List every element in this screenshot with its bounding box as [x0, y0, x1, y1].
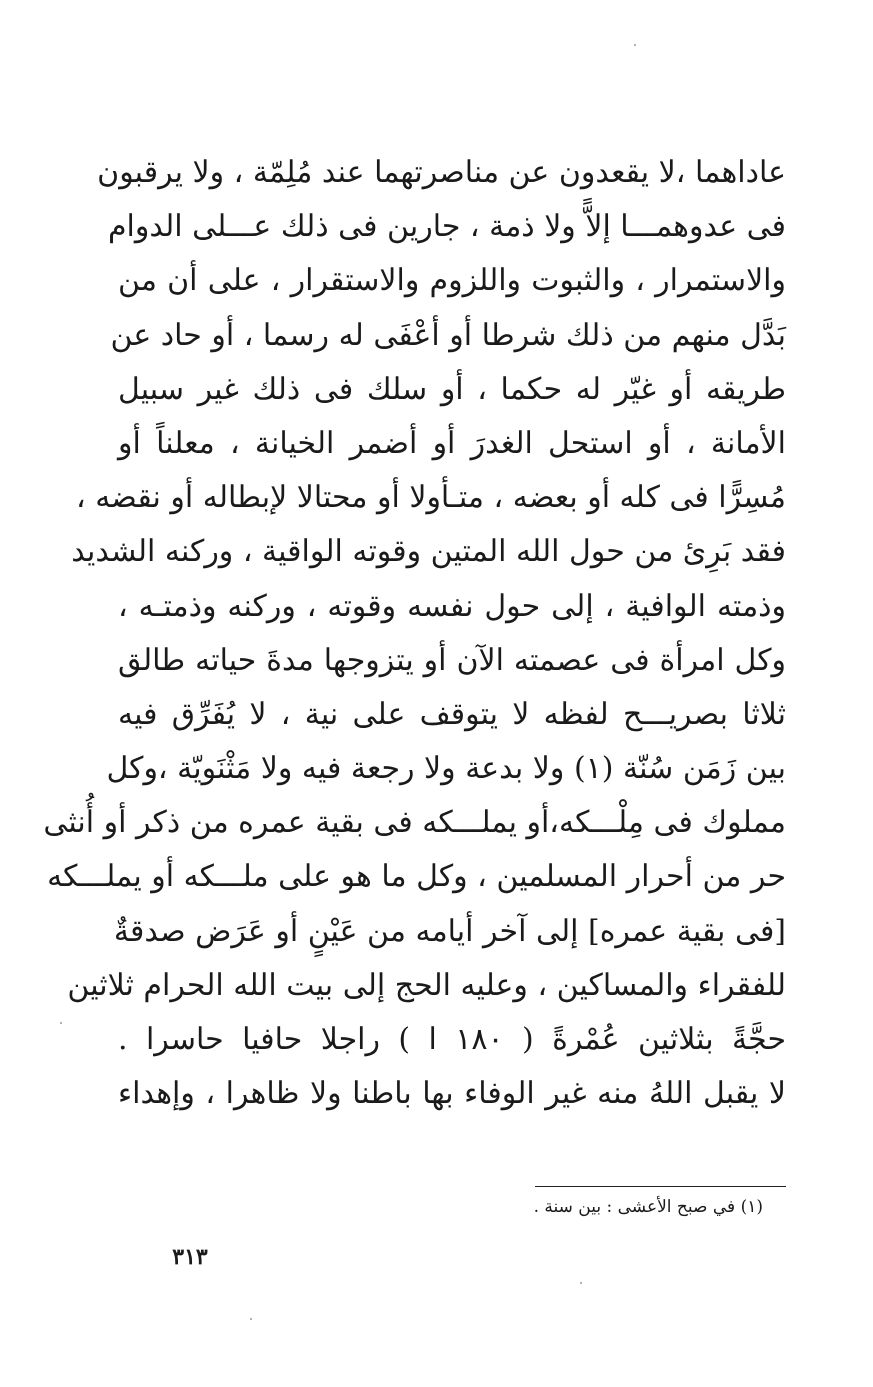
- text-line: وذمته الوافية ، إلى حول نفسه وقوته ، وركنه وذمتـه ،: [118, 588, 786, 624]
- text-line: حر من أحرار المسلمين ، وكل ما هو على ملـــكه أو يملـــكه: [47, 859, 786, 895]
- text-line: بين زَمَن سُنّة (١) ولا بدعة ولا رجعة فيه ولا مَثْنَويّة ،وكل: [106, 751, 786, 787]
- text-line: ثلاثا بصريـــح لفظه لا يتوقف على نية ، لا يُفَرِّق فيه: [118, 696, 786, 732]
- text-line: للفقراء والمساكين ، وعليه الحج إلى بيت الله الحرام ثلاثين: [67, 967, 786, 1003]
- scan-speck: [634, 44, 636, 46]
- text-line: [فى بقية عمره] إلى آخر أيامه من عَيْنٍ أو عَرَض صدقةٌ: [113, 913, 786, 949]
- page-number: ٣١٣: [172, 1244, 208, 1270]
- text-line: عاداهما ،لا يقعدون عن مناصرتهما عند مُلِمّة ، ولا يرقبون: [97, 155, 786, 190]
- scan-speck: [60, 1022, 62, 1024]
- text-line: مملوك فى مِلْـــكه،أو يملـــكه فى بقية عمره من ذكر أو أُنثى: [43, 805, 786, 841]
- footnote: (١) في صبح الأعشى : بين سنة .: [533, 1197, 763, 1217]
- text-line: طريقه أو غيّر له حكما ، أو سلك فى ذلك غير سبيل: [118, 371, 786, 407]
- text-line: فى عدوهمـــا إلاًّ ولا ذمة ، جارين فى ذلك عـــلى الدوام: [107, 209, 786, 245]
- text-line: بَدَّل منهم من ذلك شرطا أو أعْفَى له رسما ، أو حاد عن: [110, 317, 786, 353]
- text-line: وكل امرأة فى عصمته الآن أو يتزوجها مدةَ حياته طالق: [118, 642, 786, 678]
- footnote-divider: [535, 1186, 786, 1187]
- text-line: لا يقبل اللهُ منه غير الوفاء بها باطنا ولا ظاهرا ، وإهداء: [118, 1076, 786, 1112]
- body-text: [43, 146, 786, 1121]
- scan-speck: [580, 1282, 582, 1284]
- text-line: حجَّةً بثلاثين عُمْرةً ( ١٨٠ ا ) راجلا حافيا حاسرا .: [118, 1022, 786, 1057]
- text-line: والاستمرار ، والثبوت واللزوم والاستقرار ، على أن من: [118, 263, 786, 299]
- scan-speck: [250, 1318, 252, 1320]
- text-line: مُسِرًّا فى كله أو بعضه ، متـأولا أو محتالا لإبطاله أو نقضه ،: [76, 480, 786, 516]
- text-line: الأمانة ، أو استحل الغدرَ أو أضمر الخيانة ، معلناً أو: [118, 425, 786, 461]
- text-line: فقد بَرِئ من حول الله المتين وقوته الواقية ، وركنه الشديد: [71, 534, 786, 570]
